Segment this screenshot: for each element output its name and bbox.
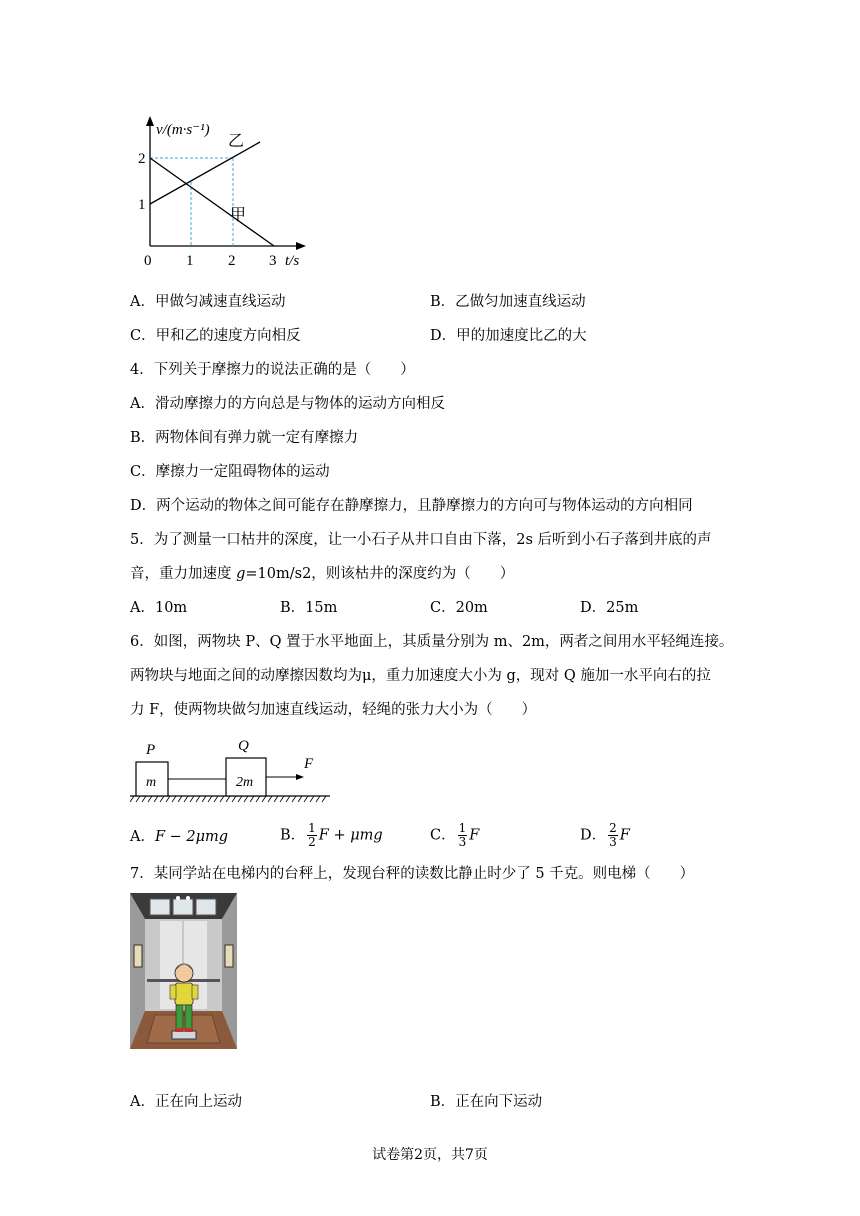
q6-option-c <box>430 822 479 849</box>
q5-stem-line2 <box>130 564 514 584</box>
q6-option-a <box>130 827 228 847</box>
q6-option-d-den: 3 <box>609 835 617 849</box>
x-axis-arrow <box>296 242 306 250</box>
q6-option-b-num: 1 <box>308 821 316 835</box>
q6-option-b-fraction <box>307 822 317 849</box>
x-axis-label: t/s <box>285 253 300 269</box>
q3-option-b: B．乙做匀加速直线运动 <box>430 294 586 310</box>
q6-option-a-expr: F − 2μmg <box>154 829 229 845</box>
y-tick-1: 1 <box>138 197 146 213</box>
q6-option-d-prefix: D． <box>580 827 607 844</box>
q6-option-c-rest: F <box>469 827 480 844</box>
line-yi <box>150 142 260 204</box>
label-q: Q <box>238 738 249 754</box>
q6-option-d <box>580 822 630 849</box>
y-axis-arrow <box>146 116 154 126</box>
page-footer: 试卷第2页，共7页 <box>372 1147 488 1163</box>
q6-option-c-num: 1 <box>458 821 467 835</box>
q6-option-b-prefix: B． <box>280 827 306 844</box>
q5-option-c: C．20m <box>430 600 488 616</box>
q6-option-d-fraction <box>608 822 618 849</box>
q3-option-d: D．甲的加速度比乙的大 <box>430 328 587 344</box>
force-label: F <box>304 756 314 772</box>
label-yi: 乙 <box>228 133 245 150</box>
q4-option-d: D．两个运动的物体之间可能存在静摩擦力，且静摩擦力的方向可与物体运动的方向相同 <box>130 498 693 514</box>
q7-stem: 7．某同学站在电梯内的台秤上，发现台秤的读数比静止时少了 5 千克。则电梯（ ） <box>130 866 695 882</box>
q3-option-c: C．甲和乙的速度方向相反 <box>130 328 301 344</box>
q6-option-b-rest: F + μmg <box>318 827 383 844</box>
y-tick-2: 2 <box>138 151 146 167</box>
q6-stem-line3: 力 F，使两物块做匀加速直线运动，轻绳的张力大小为（ ） <box>130 702 537 718</box>
force-arrow-head <box>296 774 304 780</box>
line-jia <box>150 158 274 246</box>
mass-p: m <box>146 775 157 790</box>
q6-option-c-prefix: C． <box>430 827 456 844</box>
q4-option-b: B．两物体间有弹力就一定有摩擦力 <box>130 430 359 446</box>
q5-g-symbol: g <box>236 566 246 582</box>
q4-stem: 4．下列关于摩擦力的说法正确的是（ ） <box>130 362 415 378</box>
velocity-time-graph <box>130 112 315 272</box>
elevator-illustration <box>130 893 237 1049</box>
q3-option-a: A．甲做匀减速直线运动 <box>130 294 286 310</box>
q5-stem-line2-post: =10m/s2，则该枯井的深度约为（ ） <box>245 566 515 582</box>
blocks-figure <box>128 734 338 806</box>
x-tick-1: 1 <box>186 253 194 269</box>
q7-option-a: A．正在向上运动 <box>130 1094 242 1110</box>
q6-option-b-den: 2 <box>308 835 316 849</box>
q5-option-a: A．10m <box>130 600 188 616</box>
label-jia: 甲 <box>230 207 247 224</box>
x-tick-2: 2 <box>228 253 236 269</box>
x-tick-3: 3 <box>269 253 277 269</box>
y-axis-label: v/(m·s⁻¹) <box>156 122 210 138</box>
q4-option-a: A．滑动摩擦力的方向总是与物体的运动方向相反 <box>130 396 445 412</box>
q5-option-b: B．15m <box>280 600 338 616</box>
q6-option-c-den: 3 <box>458 835 467 849</box>
label-p: P <box>146 742 156 758</box>
q6-option-d-num: 2 <box>609 821 617 835</box>
ground-hatching <box>130 796 326 802</box>
q5-stem-line1: 5．为了测量一口枯井的深度，让一小石子从井口自由下落，2s 后听到小石子落到井底的声 <box>130 532 712 548</box>
q5-option-d: D．25m <box>580 600 639 616</box>
q6-option-a-prefix: A． <box>130 829 155 845</box>
q6-option-d-rest: F <box>619 827 630 844</box>
q5-stem-line2-pre: 音，重力加速度 <box>130 566 237 582</box>
q4-option-c: C．摩擦力一定阻碍物体的运动 <box>130 464 330 480</box>
q6-stem-line1: 6．如图，两物块 P、Q 置于水平地面上，其质量分别为 m、2m，两者之间用水平轻绳连接。 <box>130 634 734 650</box>
q6-stem-line2: 两物块与地面之间的动摩擦因数均为μ，重力加速度大小为 g，现对 Q 施加一水平向右的拉 <box>130 668 711 684</box>
q6-option-c-fraction <box>458 822 468 849</box>
mass-q: 2m <box>236 775 254 790</box>
x-tick-0: 0 <box>144 253 152 269</box>
q7-option-b: B．正在向下运动 <box>430 1094 543 1110</box>
q6-option-b <box>280 822 383 849</box>
